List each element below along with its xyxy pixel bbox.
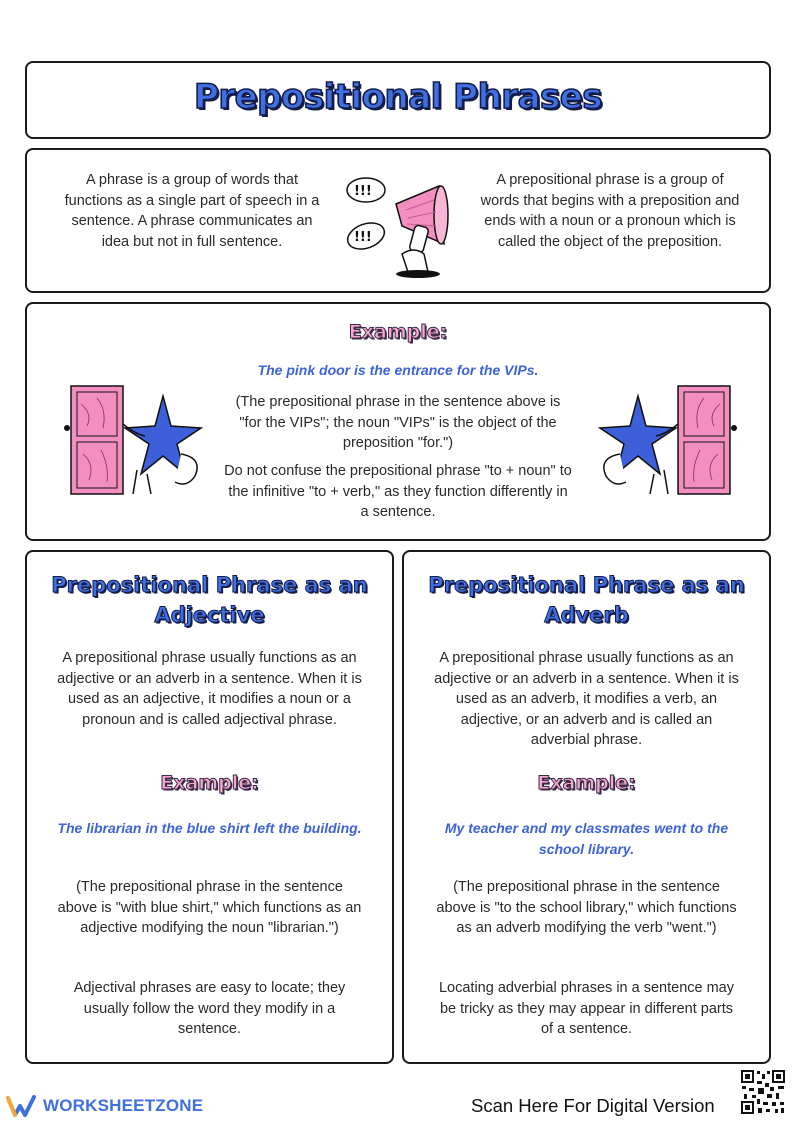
example-heading: Example: — [348, 321, 448, 343]
adverb-example-sentence: My teacher and my classmates went to the school library. — [444, 820, 729, 857]
prepositional-phrase-definition: A prepositional phrase is a group of words that begins with a preposition and ends with a noun or a pronoun which is called the object of the preposition. — [480, 172, 740, 250]
megaphone-text-2: !!! — [354, 230, 372, 245]
adjective-note: Adjectival phrases are easy to locate; they usually follow the word they modify in a sentence. — [73, 980, 346, 1037]
worksheetzone-logo-icon — [6, 1094, 40, 1118]
adverb-section-title: Prepositional Phrase as an Adverb — [428, 573, 745, 627]
example-sentence: The pink door is the entrance for the VIPs. — [257, 362, 539, 378]
adverb-section — [402, 550, 771, 1064]
adjective-section-title: Prepositional Phrase as an Adjective — [51, 573, 368, 627]
adverb-description: A prepositional phrase usually functions as an adjective or an adverb in a sentence. When it is used as an adverb, it modifies a verb, an adjective, or an adverb and is called an adverbial phrase. — [434, 650, 739, 748]
brand-logo[interactable] — [6, 1092, 203, 1120]
scan-caption: Scan Here For Digital Version — [471, 1095, 715, 1116]
megaphone-icon — [344, 164, 454, 279]
pink-door-star-icon — [63, 384, 203, 499]
adjective-example-sentence: The librarian in the blue shirt left the building. — [57, 820, 362, 836]
adjective-example-heading: Example: — [160, 772, 259, 794]
intro-box — [25, 148, 771, 293]
adverb-example-heading: Example: — [537, 772, 636, 794]
example-note: Do not confuse the prepositional phrase "to + noun" to the infinitive "to + verb," as they function differently in a sentence. — [224, 463, 572, 520]
qr-code-icon[interactable] — [740, 1069, 786, 1115]
megaphone-text: !!! — [354, 184, 372, 199]
page-title: Prepositional Phrases — [193, 77, 603, 117]
brand-name: WORKSHEETZONE — [43, 1096, 204, 1115]
adverb-explanation: (The prepositional phrase in the sentence above is "to the school library," which functions as an adverb modifying the verb "went.") — [436, 879, 737, 936]
adverb-note: Locating adverbial phrases in a sentence may be tricky as they may appear in different parts of a sentence. — [438, 980, 734, 1037]
example-explanation: (The prepositional phrase in the sentence above is "for the VIPs"; the noun "VIPs" is the object of the preposition "for.") — [235, 394, 561, 451]
adjective-explanation: (The prepositional phrase in the sentence above is "with blue shirt," which functions as an adjective modifying the noun "librarian.") — [57, 879, 362, 936]
title-box — [25, 61, 771, 139]
adjective-description: A prepositional phrase usually functions as an adjective or an adverb in a sentence. When it is used as an adjective, it modifies a noun or a pronoun and is called adjectival phrase. — [57, 650, 362, 728]
phrase-definition: A phrase is a group of words that functions as a single part of speech in a sentence. A phrase communicates an idea but not in full sentence. — [64, 172, 320, 250]
adjective-section — [25, 550, 394, 1064]
example-box — [25, 302, 771, 541]
pink-door-star-icon-right — [598, 384, 738, 499]
